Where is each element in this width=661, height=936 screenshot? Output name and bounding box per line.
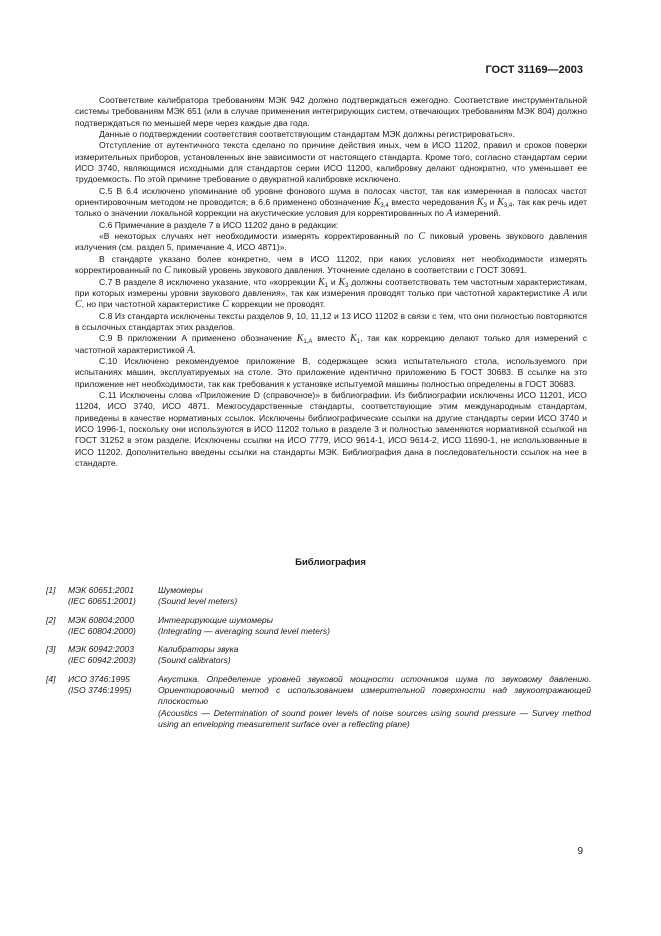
description-english: (Acoustics — Determination of sound power levels of noise sources using sound pressure — Survey method using an enveloping measurement surface over a reflecting plane) bbox=[158, 707, 591, 729]
paragraph bbox=[75, 333, 587, 356]
bibliography-code bbox=[68, 674, 158, 730]
bibliography-item bbox=[46, 674, 591, 730]
math-subscript: 3 bbox=[483, 203, 487, 210]
text-run: С.8 Из стандарта исключены тексты разделов 9, 10, 11,12 и 13 ИСО 11202 в связи с тем, что они полностью повторяются в ссылочных стандартах этих разделов. bbox=[75, 310, 587, 332]
text-run: измерений. bbox=[452, 208, 501, 219]
math-subscript: 1,A bbox=[303, 339, 313, 346]
bibliography-list bbox=[46, 585, 591, 737]
math-symbol: K bbox=[476, 197, 484, 209]
page-number: 9 bbox=[577, 846, 583, 857]
text-run: . bbox=[193, 344, 196, 355]
paragraph bbox=[75, 129, 587, 140]
code-international: (IEC 60804:2000) bbox=[68, 625, 136, 636]
text-run: и bbox=[486, 197, 498, 208]
text-run: пиковый уровень звукового давления. Уточнение сделано в соответствии с ГОСТ 30691. bbox=[170, 265, 528, 276]
bibliography-description bbox=[158, 585, 591, 608]
text-run: С.5 В 6.4 исключено упоминание об уровне фонового шума в полосах частот, так как измеренная в полосах частот ориентировочным методом не проводится; в 6.6 применено обозначение bbox=[75, 185, 587, 208]
paragraph bbox=[75, 186, 587, 220]
math-symbol: K bbox=[318, 276, 325, 288]
body-text bbox=[75, 95, 587, 469]
code-russian: МЭК 60651:2001 bbox=[68, 585, 134, 595]
paragraph bbox=[75, 254, 587, 277]
math-symbol: C bbox=[418, 231, 426, 243]
text-run: пиковый уровень звукового давления излучения (см. раздел 5, примечание 4, ИСО 4871)». bbox=[75, 231, 588, 253]
bibliography-description bbox=[158, 674, 591, 730]
code-russian: ИСО 3746:1995 bbox=[68, 673, 130, 684]
text-run: коррекции не проводят. bbox=[228, 299, 326, 310]
bibliography-item bbox=[46, 644, 591, 667]
math-symbol: K bbox=[373, 197, 381, 209]
description-russian: Интегрирующие шумомеры bbox=[158, 614, 273, 625]
code-russian: МЭК 60942:2003 bbox=[68, 644, 134, 655]
math-subscript: 3,4 bbox=[380, 203, 389, 210]
text-run: , так как речь идет только о значении локальной коррекции на акустические условия для корректированных по bbox=[75, 197, 588, 219]
text-run: вместо bbox=[312, 333, 351, 344]
math-subscript: 3 bbox=[345, 282, 349, 289]
text-run: С.9 В приложении А применено обозначение bbox=[99, 333, 297, 344]
math-symbol: K bbox=[350, 333, 357, 345]
bibliography-code bbox=[68, 644, 158, 667]
text-run: или bbox=[569, 287, 587, 298]
bibliography-description bbox=[158, 644, 591, 667]
bibliography-number: [3] bbox=[46, 644, 56, 655]
text-run: С.6 Примечание в разделе 7 в ИСО 11202 дано в редакции: bbox=[99, 219, 339, 230]
math-symbol: K bbox=[497, 197, 504, 209]
text-run: Соответствие калибратора требованиям МЭК 942 должно подтверждаться ежегодно. Соответствие инструментальной системы требованиям МЭК 651 (или в случае применения интегрирующих систем, отвечающих требованиям МЭК 804) должно подтверждаться по меньшей мере через каждые два года. bbox=[75, 95, 587, 128]
text-run: С.10 Исключено рекомендуемое приложение В, содержащее эскиз испытательного стола, используемого при испытаниях машин, эксплуатируемых на столе. Это приложение идентично приложению Б ГОСТ 30683. В ссылке на это приложение нет необходимости, так как требования к установке испытуемой машины полностью определены в ГОСТ 30683. bbox=[75, 355, 587, 389]
description-russian: Акустика. Определение уровней звуковой мощности источников шума по звуковому давлению. Ориентировочный метод с использованием измерительной поверхности над звукоотражающей плоскостью bbox=[158, 673, 591, 707]
paragraph bbox=[75, 140, 587, 185]
description-russian: Шумомеры bbox=[158, 585, 203, 595]
text-run: , так как коррекцию делают только для измерений с частотной характеристикой bbox=[75, 333, 587, 355]
paragraph bbox=[75, 277, 587, 311]
text-run: должны соответствовать тем частотным характеристикам, при которых измерены уровни звукового давления», так как измерения проводят только при частотной характеристике bbox=[75, 276, 587, 298]
math-symbol: A bbox=[446, 208, 453, 220]
paragraph bbox=[75, 356, 587, 390]
bibliography-code bbox=[68, 615, 158, 638]
text-run: В стандарте указано более конкретно, чем в ИСО 11202, при каких условиях нет необходимости измерять корректированный по bbox=[75, 253, 587, 276]
bibliography-item bbox=[46, 585, 591, 608]
math-subscript: 1 bbox=[324, 282, 329, 289]
text-run: С.7 В разделе 8 исключено указание, что «коррекции bbox=[99, 276, 319, 287]
document-header: ГОСТ 31169—2003 bbox=[485, 64, 583, 76]
bibliography-title: Библиография bbox=[295, 557, 366, 568]
code-international: (IEC 60651:2001) bbox=[68, 596, 136, 607]
math-symbol: C bbox=[222, 299, 229, 311]
math-symbol: K bbox=[296, 333, 304, 345]
description-russian: Калибраторы звука bbox=[158, 644, 239, 655]
bibliography-number: [1] bbox=[46, 585, 56, 595]
math-symbol: A bbox=[187, 344, 194, 356]
bibliography-description bbox=[158, 615, 591, 638]
math-subscript: 1 bbox=[356, 339, 361, 346]
text-run: С.11 Исключены слова «Приложение D (справочное)» в библиографии. Из библиографии исключены ИСО 11201, ИСО 11204, ИСО 3740, ИСО 4871. Межгосударственные стандарты, соответствующие этим международным стандартам, приведены в качестве нормативных ссылок. Исключены библиографические ссылки на другие стандарты серии ИСО 3740 и ИСО 1996-1, поскольку они используются в ИСО 11202 только в разделе 3 и полностью заменяются нормативной ссылкой на ГОСТ 31252 в этом разделе. Исключены ссылки на ИСО 7779, ИСО 9614-1, ИСО 9614-2, ИСО 11690-1, не использованные в ИСО 11202. Дополнительно введены ссылки на стандарты МЭК. Библиография дана в последовательности ссылок на нее в стандарте. bbox=[75, 389, 587, 468]
math-symbol: C bbox=[75, 299, 82, 311]
code-russian: МЭК 60804:2000 bbox=[68, 614, 134, 625]
description-english: (Sound calibrators) bbox=[158, 655, 231, 666]
text-run: «В некоторых случаях нет необходимости измерять корректированный по bbox=[99, 231, 419, 242]
paragraph bbox=[75, 95, 587, 129]
code-international: (IEC 60942:2003) bbox=[68, 655, 136, 666]
math-symbol: C bbox=[164, 265, 171, 277]
description-english: (Sound level meters) bbox=[158, 596, 238, 607]
paragraph bbox=[75, 311, 587, 334]
bibliography-item bbox=[46, 615, 591, 638]
text-run: вместо чередования bbox=[388, 197, 477, 208]
paragraph bbox=[75, 220, 587, 231]
math-subscript: 3,4 bbox=[503, 203, 513, 210]
code-international: (ISO 3746:1995) bbox=[68, 685, 132, 696]
bibliography-number: [4] bbox=[46, 673, 56, 684]
math-symbol: K bbox=[338, 276, 346, 288]
bibliography-number: [2] bbox=[46, 614, 56, 625]
paragraph bbox=[75, 390, 587, 469]
description-english: (Integrating — averaging sound level meters) bbox=[158, 625, 330, 636]
bibliography-code bbox=[68, 585, 158, 608]
paragraph bbox=[75, 231, 587, 254]
text-run: , но при частотной характеристике bbox=[81, 299, 223, 310]
text-run: и bbox=[328, 276, 339, 287]
text-run: Отступление от аутентичного текста сделано по причине действия иных, чем в ИСО 11202, правил и сроков поверки измерительных приборов, установленных вне зависимости от настоящего стандарта. Кроме того, согласно стандартам серии ИСО 3740, являющимся исходными для стандартов серии ИСО 11200, калибровку делают однократно, что уменьшает ее трудоемкость. По этой причине требование о двукратной калибровке исключено. bbox=[75, 140, 587, 185]
math-symbol: A bbox=[563, 287, 570, 299]
text-run: Данные о подтверждении соответствия соответствующим стандартам МЭК должны регистрироваться». bbox=[99, 129, 516, 140]
